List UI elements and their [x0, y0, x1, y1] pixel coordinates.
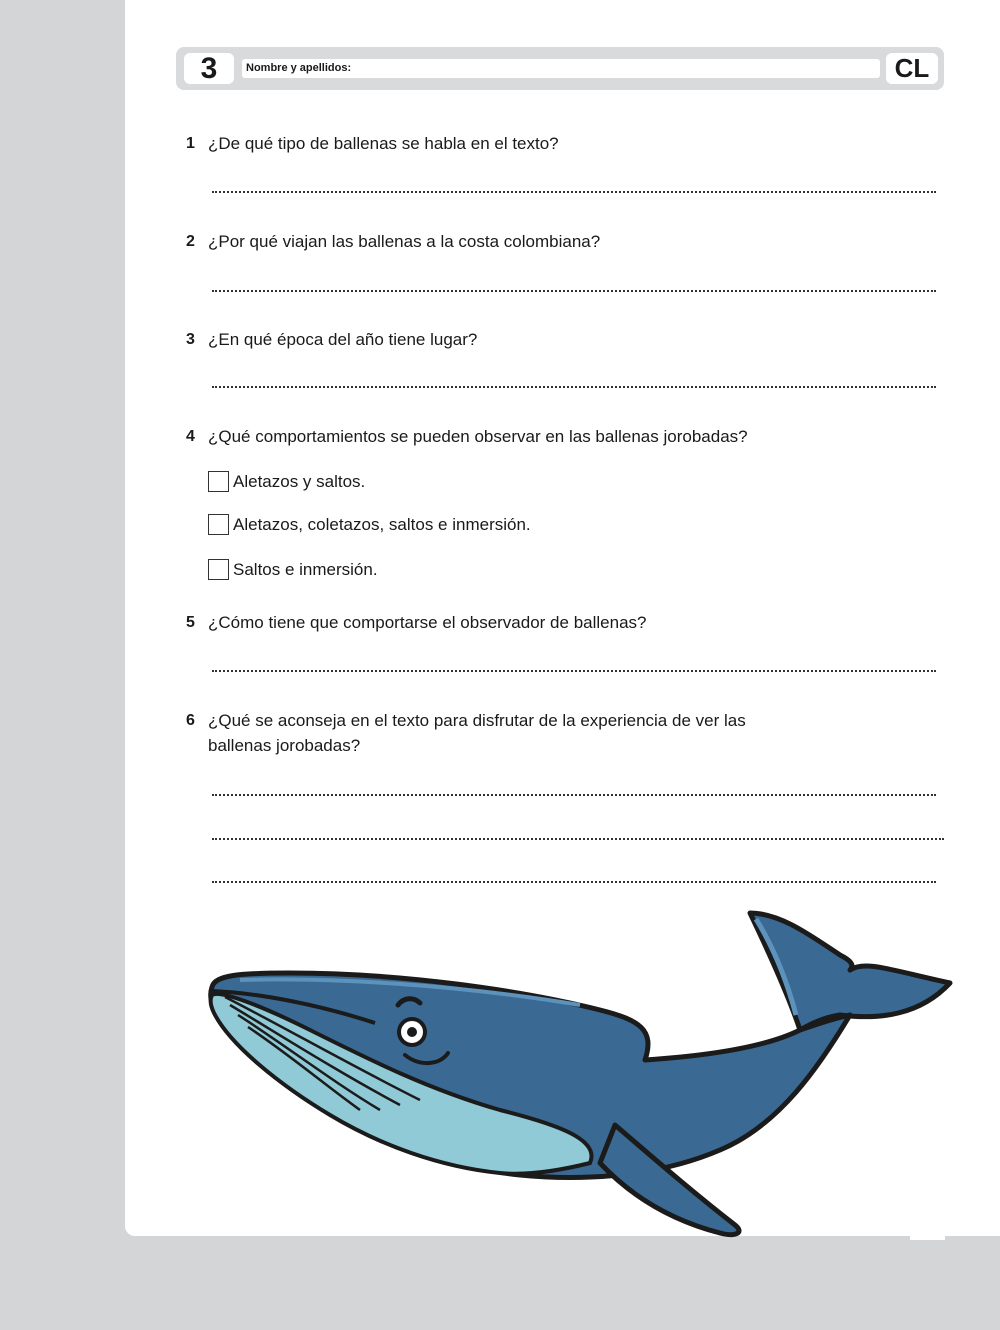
answer-line-1[interactable]	[212, 191, 936, 193]
name-field[interactable]: Nombre y apellidos:	[242, 59, 880, 78]
worksheet-header	[176, 47, 944, 90]
question-text: ¿Por qué viajan las ballenas a la costa colombiana?	[208, 232, 601, 251]
checkbox[interactable]	[208, 559, 229, 580]
question-text: ¿Qué comportamientos se pueden observar en las ballenas jorobadas?	[208, 427, 748, 446]
answer-line-6a[interactable]	[212, 794, 936, 796]
page-corner	[910, 1236, 945, 1240]
option-label: Aletazos, coletazos, saltos e inmersión.	[233, 515, 531, 534]
question-text: ¿Cómo tiene que comportarse el observador de ballenas?	[208, 613, 647, 632]
checkbox[interactable]	[208, 471, 229, 492]
question-text-line-1: ¿Qué se aconseja en el texto para disfrutar de la experiencia de ver las	[208, 711, 746, 730]
answer-line-2[interactable]	[212, 290, 936, 292]
answer-line-6c[interactable]	[212, 881, 936, 883]
subject-badge: CL	[886, 53, 938, 84]
whale-icon	[200, 905, 960, 1240]
question-text	[208, 708, 848, 758]
option-label: Saltos e inmersión.	[233, 560, 378, 579]
checkbox[interactable]	[208, 514, 229, 535]
question-number: 6	[186, 712, 195, 729]
answer-line-5[interactable]	[212, 670, 936, 672]
question-number: 1	[186, 135, 195, 152]
question-number: 3	[186, 331, 195, 348]
question-number: 2	[186, 233, 195, 250]
answer-line-3[interactable]	[212, 386, 936, 388]
question-text-line-2: ballenas jorobadas?	[208, 736, 361, 755]
option-label: Aletazos y saltos.	[233, 472, 366, 491]
answer-line-6b[interactable]	[212, 838, 944, 840]
question-text: ¿De qué tipo de ballenas se habla en el texto?	[208, 134, 559, 153]
unit-number: 3	[184, 53, 234, 84]
question-text: ¿En qué época del año tiene lugar?	[208, 330, 478, 349]
question-number: 4	[186, 428, 195, 445]
question-number: 5	[186, 614, 195, 631]
